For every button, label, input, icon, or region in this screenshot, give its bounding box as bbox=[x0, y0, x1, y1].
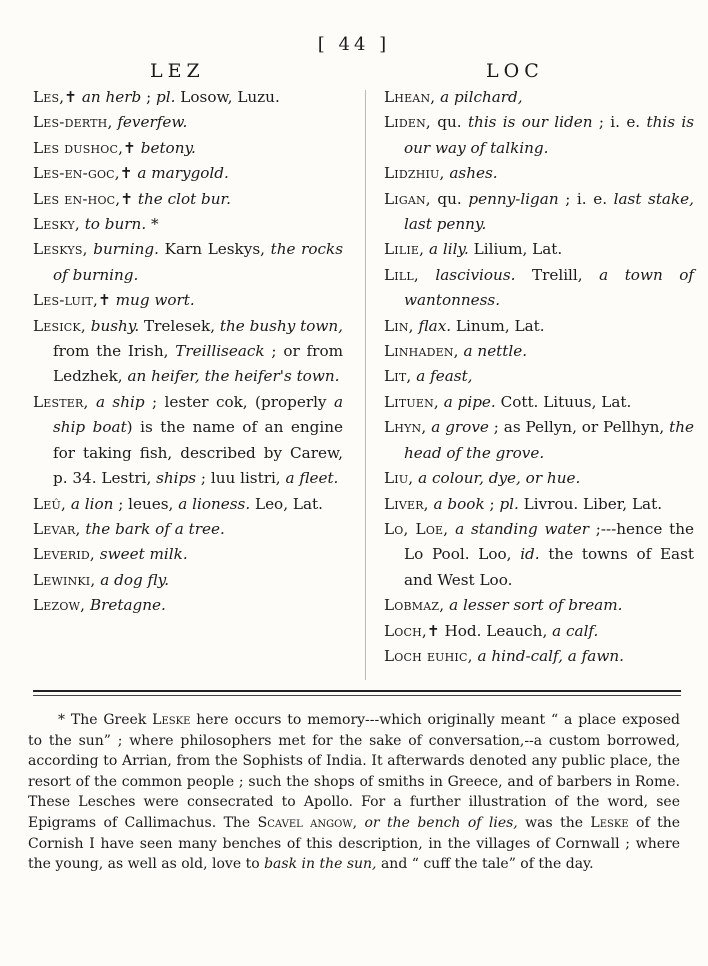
gloss-text: a calf. bbox=[552, 621, 599, 640]
gloss-text: a marygold. bbox=[137, 164, 229, 183]
gloss-text: a town of wantonness. bbox=[404, 265, 694, 310]
dictionary-entry bbox=[384, 517, 694, 593]
gloss-text: a lesser sort of bream. bbox=[449, 596, 623, 615]
headword: Lewinki, bbox=[33, 570, 96, 589]
headword: Les-en-goc, bbox=[33, 164, 120, 183]
gloss-text: a colour, dye, or hue. bbox=[418, 469, 581, 488]
gloss-text: penny-ligan bbox=[468, 189, 559, 208]
headword: Lezow, bbox=[33, 596, 86, 615]
dictionary-entry bbox=[33, 85, 343, 110]
dictionary-entry bbox=[384, 415, 694, 466]
dictionary-entry bbox=[384, 263, 694, 314]
gloss-text: a lily. bbox=[428, 240, 469, 259]
right-column bbox=[384, 85, 694, 669]
plain-text: Lilium, Lat. bbox=[468, 240, 563, 259]
headword: Lesky, bbox=[33, 215, 80, 234]
gloss-text: pl. bbox=[499, 494, 519, 513]
headword: Levar, bbox=[33, 519, 81, 538]
gloss-text: a ship bbox=[95, 392, 145, 411]
headword: Linhaden, bbox=[384, 342, 459, 361]
gloss-text: flax. bbox=[418, 316, 452, 335]
dictionary-entry bbox=[384, 161, 694, 186]
headword: Les-derth, bbox=[33, 113, 113, 132]
plain-text: ; as Pellyn, or Pellhyn, bbox=[488, 418, 670, 437]
headword: Les, bbox=[33, 88, 65, 106]
plain-text: ; bbox=[484, 494, 500, 513]
headword: Lhean, bbox=[384, 88, 436, 106]
headword: Leskys, bbox=[33, 240, 88, 259]
dictionary-entry bbox=[384, 466, 694, 491]
plain-text: Linum, Lat. bbox=[451, 316, 545, 335]
small-caps-text: Scavel angow, bbox=[257, 814, 358, 831]
dictionary-entry bbox=[33, 110, 343, 135]
headword: Lituen, bbox=[384, 392, 439, 411]
dictionary-entry bbox=[384, 237, 694, 262]
plain-text: here occurs to memory---which originally meant “ a place exposed to the sun” ; where philosophers met for the sake of conversation,--a custom borrowed, according to Arrian, from the Sophists of India. It afterwards denoted any public place, the resort of the common people ; such the shops of smiths in Greece, and of barbers in Rome. These Lesches were consecrated to Apollo. For a further illustration of the word, see Epigrams of Callimachus. The bbox=[28, 712, 681, 831]
dictionary-entry bbox=[33, 568, 343, 593]
plain-text: * bbox=[146, 215, 159, 234]
footnote bbox=[28, 710, 680, 875]
gloss-text: a standing water bbox=[455, 519, 589, 538]
gloss-text: last stake, last penny. bbox=[404, 189, 694, 234]
headword: Lhyn, bbox=[384, 418, 427, 437]
plain-text: ✝ bbox=[98, 291, 116, 310]
dictionary-entry bbox=[33, 288, 343, 313]
headword: Lo, Loe, bbox=[384, 519, 449, 538]
headword: Lesick, bbox=[33, 316, 86, 335]
dictionary-entry bbox=[384, 314, 694, 339]
gloss-text: a grove bbox=[431, 418, 489, 437]
gloss-text: feverfew. bbox=[117, 113, 188, 132]
plain-text: Trelesek, bbox=[139, 316, 220, 335]
gloss-text: an heifer, the heifer's town. bbox=[127, 367, 340, 386]
gloss-text: bask in the sun, bbox=[264, 856, 377, 873]
headword: Leû, bbox=[33, 494, 67, 513]
gloss-text: a fleet. bbox=[285, 469, 339, 488]
gloss-text: lascivious. bbox=[435, 265, 516, 284]
dictionary-entry bbox=[384, 339, 694, 364]
small-caps-text: Leske bbox=[590, 814, 629, 831]
plain-text: ✝ bbox=[123, 138, 141, 157]
plain-text: Trelill, bbox=[515, 265, 600, 284]
gloss-text: ships bbox=[156, 469, 197, 488]
plain-text: Livrou. Liber, Lat. bbox=[518, 494, 663, 513]
dictionary-entry bbox=[384, 619, 694, 644]
headword: Lill, bbox=[384, 265, 419, 284]
plain-text: ;---hence the Lo Pool. Loo, bbox=[404, 519, 694, 564]
dictionary-entry bbox=[33, 212, 343, 237]
plain-text: qu. bbox=[430, 189, 469, 208]
plain-text: ; i. e. bbox=[558, 189, 614, 208]
plain-text: ✝ bbox=[64, 88, 82, 106]
plain-text: ; lester cok, (properly bbox=[144, 392, 334, 411]
plain-text: and “ cuff the tale” of the day. bbox=[376, 856, 594, 873]
headword: Loch, bbox=[384, 621, 427, 640]
plain-text: ✝ Hod. Leauch, bbox=[426, 621, 553, 640]
headword: Liu, bbox=[384, 469, 414, 488]
plain-text: ) is the name of an engine for taking fish, described by Carew, p. 34. Lestri, bbox=[53, 418, 343, 488]
dictionary-entry bbox=[384, 110, 694, 161]
headword: Lit, bbox=[384, 367, 412, 386]
gloss-text: the clot bur. bbox=[137, 189, 231, 208]
dictionary-entry bbox=[33, 237, 343, 288]
gloss-text: the rocks of burning. bbox=[53, 240, 344, 284]
gloss-text: sweet milk. bbox=[99, 545, 188, 564]
small-caps-text: Leske bbox=[152, 712, 191, 728]
dictionary-entry bbox=[384, 364, 694, 389]
plain-text: was the bbox=[517, 814, 591, 831]
gloss-text: Bretagne. bbox=[89, 596, 166, 615]
plain-text: Cott. Lituus, Lat. bbox=[495, 392, 632, 411]
plain-text: * The Greek bbox=[58, 712, 153, 728]
gloss-text: or the bench of lies, bbox=[364, 814, 518, 831]
gloss-text: Treilliseack bbox=[175, 342, 265, 361]
gloss-text: ashes. bbox=[449, 164, 498, 183]
gloss-text: id. bbox=[520, 545, 540, 564]
dictionary-entry bbox=[33, 187, 343, 212]
gloss-text: the head of the grove. bbox=[404, 418, 694, 462]
column-divider bbox=[365, 90, 366, 680]
plain-text: from the Irish, bbox=[53, 342, 176, 361]
gloss-text: bushy. bbox=[90, 316, 140, 335]
dictionary-entry bbox=[384, 390, 694, 415]
gloss-text: a pilchard, bbox=[440, 88, 523, 106]
footnote-rule-thin bbox=[33, 695, 681, 696]
right-column-header: LOC bbox=[486, 60, 544, 82]
dictionary-entry bbox=[33, 136, 343, 161]
dictionary-entry bbox=[384, 85, 694, 110]
headword: Loch euhic, bbox=[384, 646, 473, 665]
gloss-text: a ship boat bbox=[53, 392, 343, 437]
plain-text: qu. bbox=[430, 113, 468, 132]
gloss-text: an herb bbox=[81, 88, 142, 106]
plain-text: ; i. e. bbox=[592, 113, 647, 132]
plain-text bbox=[89, 393, 96, 411]
headword: Lester, bbox=[33, 392, 89, 411]
plain-text: ✝ bbox=[120, 189, 138, 208]
dictionary-entry bbox=[33, 593, 343, 618]
plain-text: Leo, Lat. bbox=[250, 494, 323, 513]
left-column-header: LEZ bbox=[150, 60, 205, 82]
headword: Liver, bbox=[384, 494, 429, 513]
gloss-text: a book bbox=[433, 494, 485, 513]
plain-text: of the Cornish I have seen many benches of this description, in the villages of Cornwall ; where the young, as well as old, love to bbox=[28, 814, 680, 873]
footnote-rule bbox=[33, 690, 681, 692]
headword: Lidzhiu, bbox=[384, 164, 445, 183]
dictionary-entry bbox=[384, 593, 694, 618]
headword: Les dushoc, bbox=[33, 138, 124, 157]
headword: Les en-hoc, bbox=[33, 189, 121, 208]
gloss-text: betony. bbox=[140, 138, 196, 157]
gloss-text: mug wort. bbox=[115, 291, 195, 310]
dictionary-entry bbox=[384, 187, 694, 238]
dictionary-entry bbox=[33, 314, 343, 390]
gloss-text: a lioness. bbox=[178, 494, 251, 513]
dictionary-entry bbox=[33, 492, 343, 517]
gloss-text: burning. bbox=[93, 240, 159, 259]
plain-text: Losow, Luzu. bbox=[175, 88, 280, 106]
left-column bbox=[33, 85, 343, 619]
gloss-text: a lion bbox=[70, 494, 114, 513]
gloss-text: to burn. bbox=[84, 215, 147, 234]
gloss-text: this is our liden bbox=[467, 113, 593, 132]
headword: Liden, bbox=[384, 113, 431, 132]
gloss-text: a nettle. bbox=[463, 342, 528, 361]
plain-text: Karn Leskys, bbox=[158, 240, 271, 259]
dictionary-entry bbox=[384, 644, 694, 669]
page-number: [ 44 ] bbox=[317, 34, 391, 55]
gloss-text: pl. bbox=[156, 88, 176, 106]
gloss-text: a feast, bbox=[416, 367, 473, 386]
plain-text: ✝ bbox=[119, 164, 138, 183]
headword: Ligan, bbox=[384, 189, 431, 208]
dictionary-entry bbox=[33, 161, 343, 186]
headword: Les-luit, bbox=[33, 291, 99, 310]
gloss-text: a dog fly. bbox=[100, 570, 170, 589]
plain-text bbox=[419, 266, 436, 284]
headword: Lobmaz, bbox=[384, 596, 445, 615]
dictionary-entry bbox=[33, 390, 343, 492]
headword: Leverid, bbox=[33, 545, 95, 564]
dictionary-entry bbox=[33, 517, 343, 542]
gloss-text: this is our way of talking. bbox=[404, 113, 694, 157]
plain-text: ; leues, bbox=[113, 494, 179, 513]
gloss-text: a pipe. bbox=[443, 392, 496, 411]
dictionary-entry bbox=[33, 542, 343, 567]
plain-text: ; bbox=[141, 88, 157, 106]
plain-text: ; or from Ledzhek, bbox=[53, 342, 343, 386]
gloss-text: the bark of a tree. bbox=[85, 519, 225, 538]
gloss-text: a hind-calf, a fawn. bbox=[477, 646, 624, 665]
plain-text: the towns of East and West Loo. bbox=[404, 545, 694, 589]
headword: Lilie, bbox=[384, 240, 425, 259]
headword: Lin, bbox=[384, 316, 414, 335]
gloss-text: the bushy town, bbox=[219, 316, 344, 335]
plain-text: ; luu listri, bbox=[196, 469, 286, 488]
dictionary-entry bbox=[384, 492, 694, 517]
